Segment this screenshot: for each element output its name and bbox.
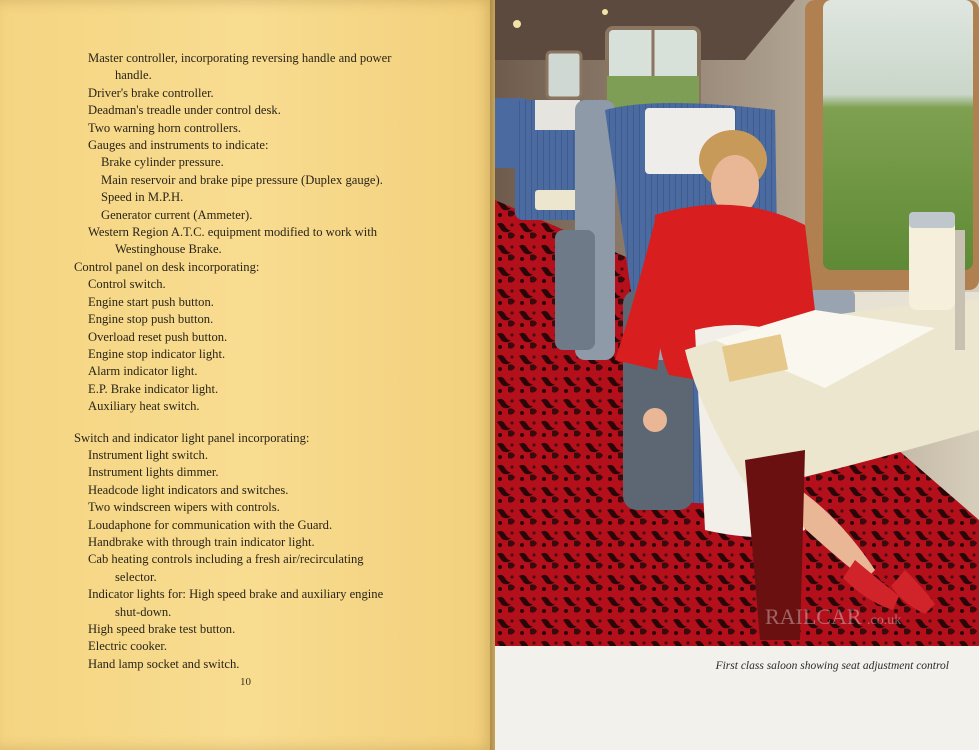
equipment-line: Alarm indicator light. [88, 364, 198, 379]
equipment-line: Loudaphone for communication with the Guard. [88, 517, 333, 532]
equipment-line: Electric cooker. [88, 639, 168, 654]
page-number: 10 [240, 676, 251, 688]
equipment-line: Hand lamp socket and switch. [88, 656, 240, 671]
equipment-line: Deadman's treadle under control desk. [88, 103, 281, 118]
equipment-line: Engine stop indicator light. [88, 346, 226, 361]
equipment-line: handle. [115, 68, 152, 83]
equipment-line: Switch and indicator light panel incorporating: [74, 430, 310, 445]
equipment-line: Engine start push button. [88, 294, 214, 309]
svg-text:.co.uk: .co.uk [867, 613, 902, 628]
equipment-line: Westinghouse Brake. [115, 242, 222, 257]
equipment-line: Overload reset push button. [88, 329, 228, 344]
equipment-line: Master controller, incorporating reversing handle and power [88, 51, 392, 65]
equipment-line: selector. [115, 569, 157, 584]
equipment-list [72, 50, 440, 673]
equipment-line: Brake cylinder pressure. [101, 155, 224, 170]
equipment-line: Speed in M.P.H. [101, 190, 184, 205]
equipment-line: Instrument light switch. [88, 447, 208, 462]
equipment-line: E.P. Brake indicator light. [88, 381, 219, 396]
list-gap [72, 416, 440, 430]
equipment-line: shut-down. [115, 604, 172, 619]
equipment-line: Headcode light indicators and switches. [88, 482, 289, 497]
saloon-illustration [495, 0, 979, 646]
equipment-line: Cab heating controls including a fresh air/recirculating [88, 552, 364, 567]
photo-caption: First class saloon showing seat adjustment control [715, 660, 949, 672]
equipment-line: Engine stop push button. [88, 312, 214, 327]
equipment-line: Gauges and instruments to indicate: [88, 138, 269, 153]
equipment-line: Generator current (Ammeter). [101, 207, 253, 222]
watermark-text: RAILCAR [765, 604, 862, 629]
equipment-line: Control panel on desk incorporating: [74, 259, 260, 274]
right-page [495, 0, 979, 750]
saloon-photo [495, 0, 979, 646]
equipment-line: Driver's brake controller. [88, 85, 214, 100]
equipment-line: Two windscreen wipers with controls. [88, 500, 280, 515]
equipment-line: Handbrake with through train indicator light. [88, 534, 315, 549]
equipment-line: Auxiliary heat switch. [88, 399, 200, 414]
equipment-line: Instrument lights dimmer. [88, 465, 219, 480]
equipment-line: High speed brake test button. [88, 622, 236, 636]
equipment-line: Control switch. [88, 277, 166, 292]
equipment-line: Two warning horn controllers. [88, 120, 242, 135]
equipment-line: Indicator lights for: High speed brake and auxiliary engine [88, 587, 384, 602]
equipment-line: Western Region A.T.C. equipment modified to work with [88, 225, 378, 240]
equipment-line: Main reservoir and brake pipe pressure (Duplex gauge). [101, 172, 383, 187]
